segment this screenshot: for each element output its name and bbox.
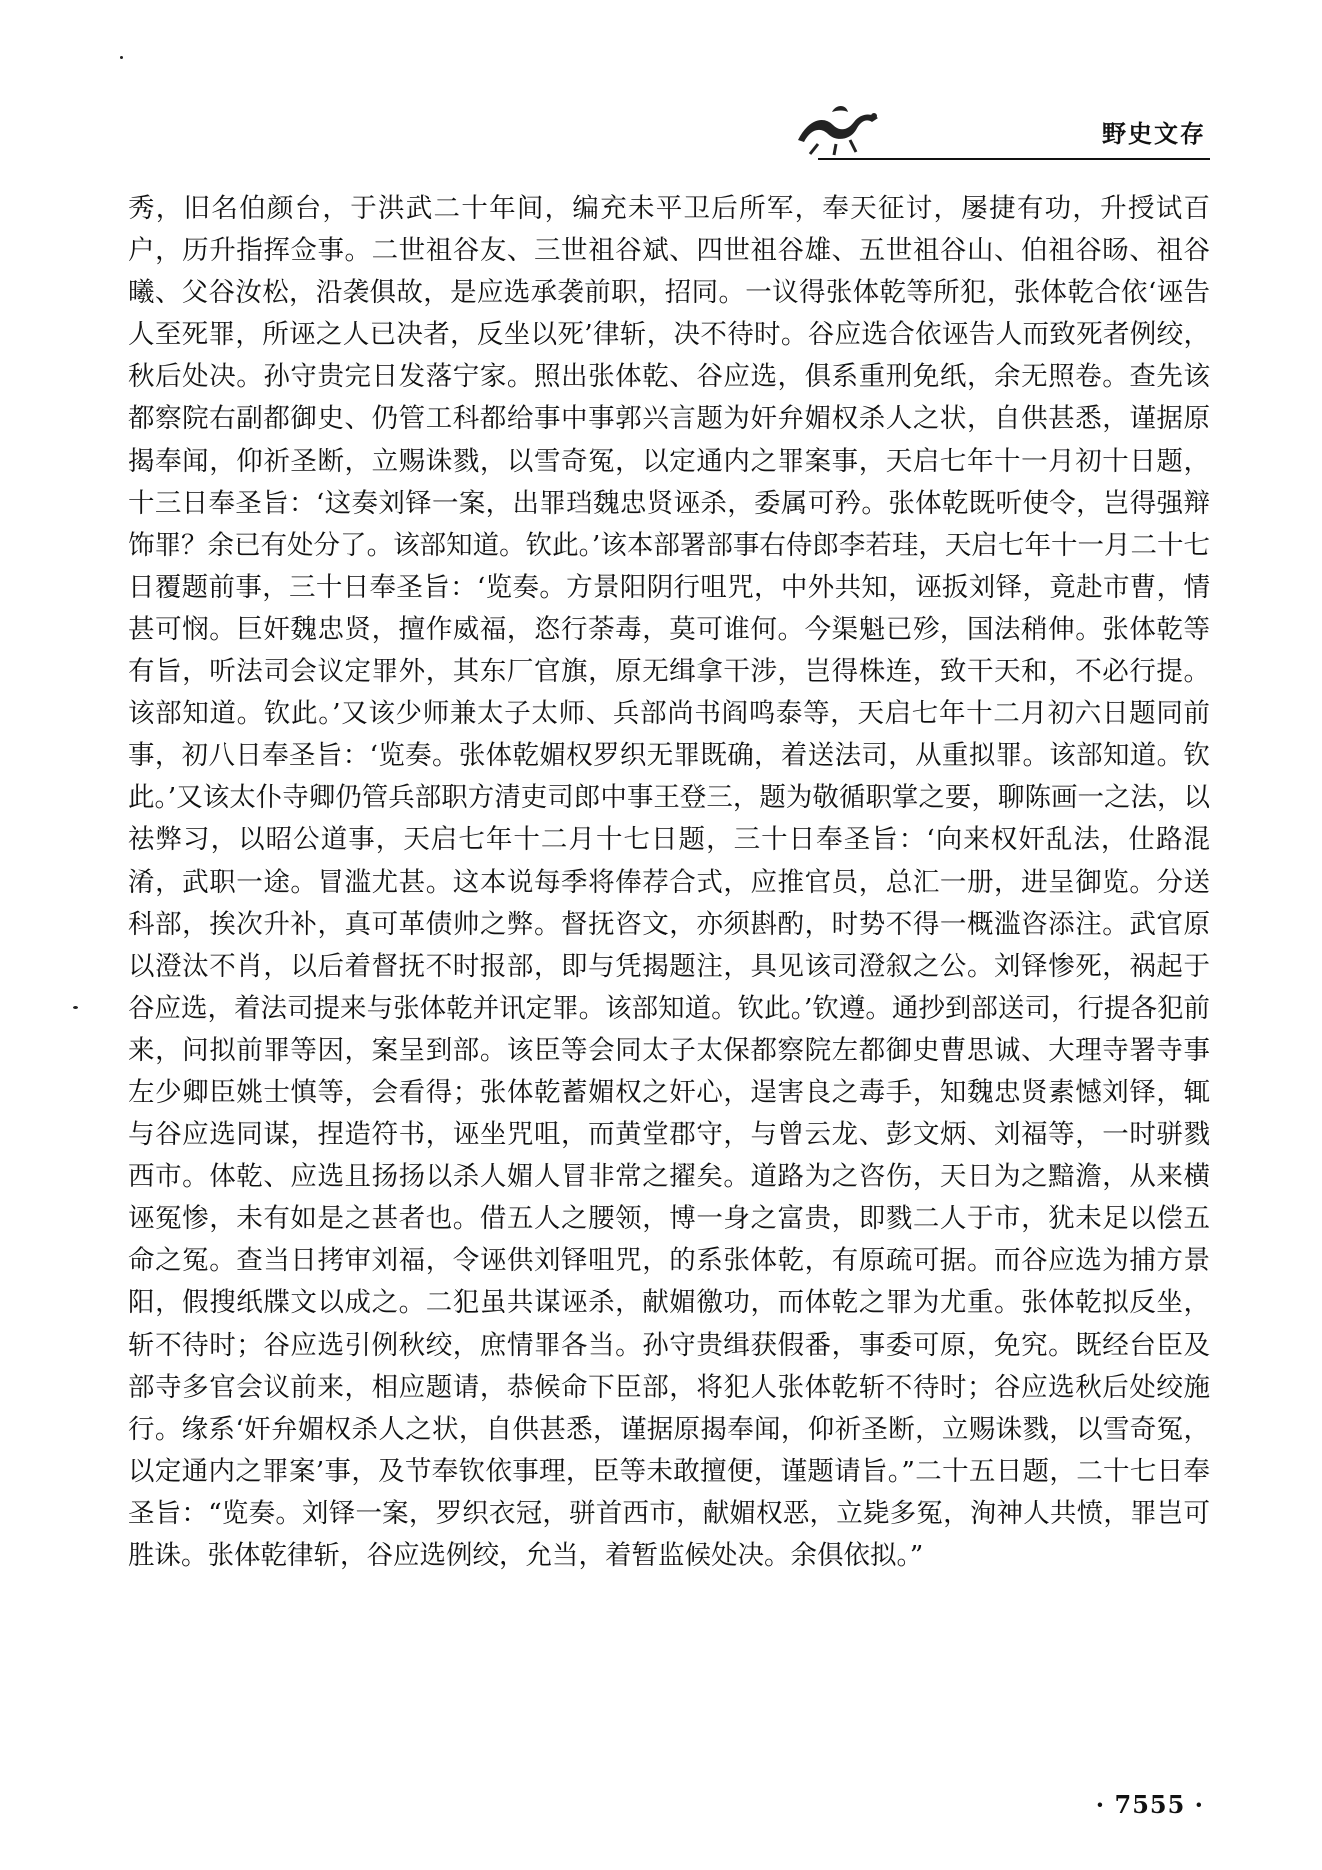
paragraph: 秀，旧名伯颜台，于洪武二十年间，编充未平卫后所军，奉天征讨，屡捷有功，升授试百户，历升指挥佥事。二世祖谷友、三世祖谷斌、四世祖谷雄、五世祖谷山、伯祖谷旸、祖谷曦、父谷汝松，沿袭俱故，是应选承袭前职，招同。一议得张体乾等所犯，张体乾合依‘诬告人至死罪，所诬之人已决者，反坐以死’律斩，决不待时。谷应选合依诬告人而致死者例绞，秋后处决。孙守贵完日发落宁家。照出张体乾、谷应选，俱系重刑免纸，余无照卷。查先该都察院右副都御史、仍管工科都给事中事郭兴言题为奸弁媚权杀人之状，自供甚悉，谨据原揭奉闻，仰祈圣断，立赐诛戮，以雪奇冤，以定通内之罪案事，天启七年十一月初十日题，十三日奉圣旨：‘这奏刘铎一案，出罪珰魏忠贤诬杀，委属可矜。张体乾既听使令，岂得强辩饰罪？余已有处分了。该部知道。钦此。’该本部署部事右侍郎李若珪，天启七年十一月二十七日覆题前事，三十日奉圣旨：‘览奏。方景阳阴行咀咒，中外共知，诬扳刘铎，竟赴市曹，情甚可悯。巨奸魏忠贤，擅作威福，恣行荼毒，莫可谁何。今渠魁已殄，国法稍伸。张体乾等有旨，听法司会议定罪外，其东厂官旗，原无缉拿干涉，岂得株连，致干天和，不必行提。该部知道。钦此。’又该少师兼太子太师、兵部尚书阎鸣泰等，天启七年十二月初六日题同前事，初八日奉圣旨：‘览奏。张体乾媚权罗织无罪既确，着送法司，从重拟罪。该部知道。钦此。’又该太仆寺卿仍管兵部职方清吏司郎中事王登三，题为敬循职掌之要，聊陈画一之法，以祛弊习，以昭公道事，天启七年十二月十七日题，三十日奉圣旨：‘向来权奸乱法，仕路混淆，武职一途。冒滥尤甚。这本说每季将俸荐合式，应推官员，总汇一册，进呈御览。分送科部，挨次升补，真可革债帅之弊。督抚咨文，亦须斟酌，时势不得一概滥咨添注。武官原以澄汰不肖，以后着督抚不时报部，即与凭揭题注，具见该司澄叙之公。刘铎惨死，祸起于谷应选，着法司提来与张体乾并讯定罪。该部知道。钦此。’钦遵。通抄到部送司，行提各犯前来，问拟前罪等因，案呈到部。该臣等会同太子太保都察院左都御史曹思诚、大理寺署寺事左少卿臣姚士慎等，会看得；张体乾蓄媚权之奸心，逞害良之毒手，知魏忠贤素憾刘铎，辄与谷应选同谋，捏造符书，诬坐咒咀，而黄堂郡守，与曾云龙、彭文炳、刘福等，一时骈戮西市。体乾、应选且扬扬以杀人媚人冒非常之擢矣。道路为之咨伤，天日为之黯澹，从来横诬冤惨，未有如是之甚者也。借五人之腰领，博一身之富贵，即戮二人于市，犹未足以偿五命之冤。查当日拷审刘福，令诬供刘铎咀咒，的系张体乾，有原疏可据。而谷应选为捕方景阳，假搜纸牒文以成之。二犯虽共谋诬杀，献媚徼功，而体乾之罪为尤重。张体乾拟反坐，斩不待时；谷应选引例秋绞，庶情罪各当。孙守贵缉获假番，事委可原，免究。既经台臣及部寺多官会议前来，相应题请，恭候命下臣部，将犯人张体乾斩不待时；谷应选秋后处绞施行。缘系‘奸弁媚权杀人之状，自供甚悉，谨据原揭奉闻，仰祈圣断，立赐诛戮，以雪奇冤，以定通内之罪案’事，及节奉钦依事理，臣等未敢擅便，谨题请旨。”二十五日题，二十七日奉圣旨：“览奏。刘铎一案，罗织衣冠，骈首西市，献媚权恶，立毙多冤，洵神人共愤，罪岂可胜诛。张体乾律斩，谷应选例绞，允当，着暂监候处决。余俱依拟。” xyxy=(128,193,1210,1571)
dragon-emblem-icon xyxy=(788,100,888,156)
page-number: · 7555 · xyxy=(1095,1790,1204,1819)
running-header xyxy=(128,100,1210,158)
scan-speck xyxy=(73,1006,78,1009)
header-rule xyxy=(818,158,1210,160)
scan-speck xyxy=(120,56,123,59)
header-title: 野史文存 xyxy=(1102,120,1206,148)
body-text xyxy=(128,188,1210,1577)
